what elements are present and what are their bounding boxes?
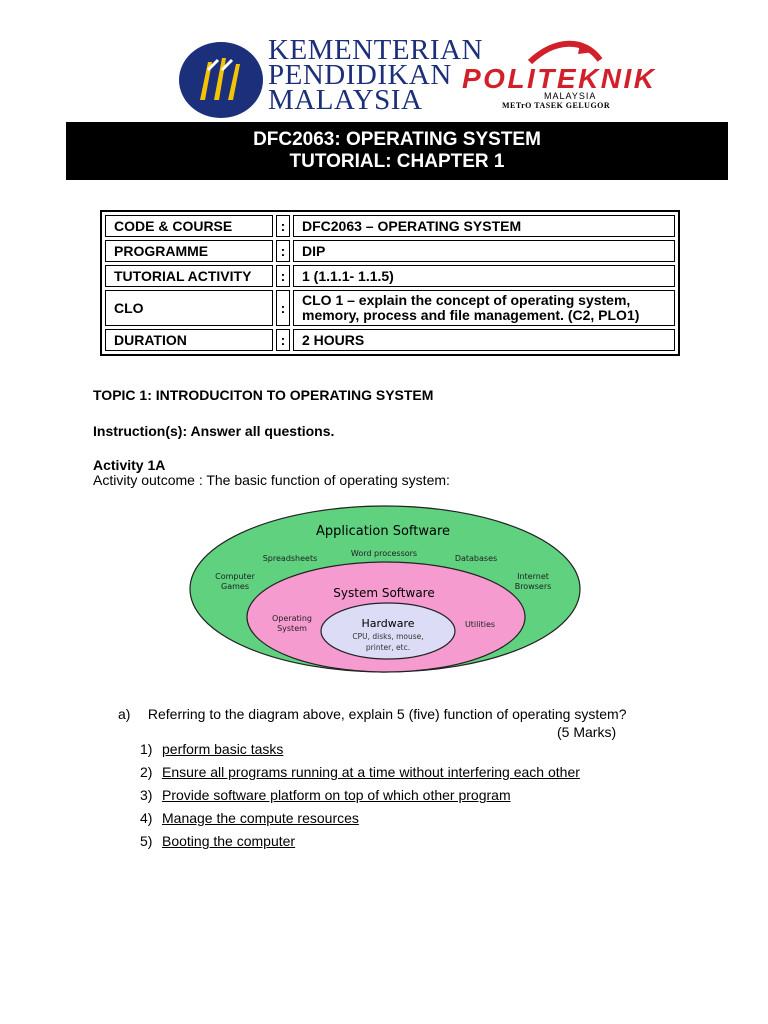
answer-text: Manage the compute resources <box>162 810 359 826</box>
answer-number: 1) <box>140 741 153 757</box>
info-label: PROGRAMME <box>105 240 273 262</box>
question-marks: (5 Marks) <box>557 724 617 740</box>
list-item <box>140 833 580 856</box>
ministry-line-3: MALAYSIA <box>268 84 423 116</box>
info-label: TUTORIAL ACTIVITY <box>105 265 273 287</box>
outer-item: Databases <box>454 554 498 563</box>
ministry-line-1: KEMENTERIAN <box>268 34 483 66</box>
middle-title: System Software <box>333 586 435 600</box>
document-title: DFC2063: OPERATING SYSTEM <box>253 129 541 150</box>
title-bar <box>66 122 728 180</box>
outer-item: Spreadsheets <box>262 554 318 563</box>
instructions: Instruction(s): Answer all questions. <box>93 423 335 439</box>
middle-item: Utilities <box>464 620 496 629</box>
svg-text:MALAYSIA: MALAYSIA <box>544 91 597 101</box>
info-value: 1 (1.1.1- 1.1.5) <box>293 265 675 287</box>
info-label: CODE & COURSE <box>105 215 273 237</box>
inner-title: Hardware <box>361 617 415 630</box>
middle-item: Operating <box>272 614 312 623</box>
activity-outcome: Activity outcome : The basic function of operating system: <box>93 472 450 488</box>
answer-number: 4) <box>140 810 153 826</box>
list-item <box>140 787 580 810</box>
table-row <box>105 240 675 262</box>
outer-item: Computer <box>215 572 255 581</box>
inner-item: printer, etc. <box>365 643 411 652</box>
svg-text:POLITEKNIK: POLITEKNIK <box>462 63 654 94</box>
answer-text: Provide software platform on top of which other program <box>162 787 511 803</box>
question-letter: a) <box>118 706 131 722</box>
outer-item: Browsers <box>514 582 552 591</box>
answer-text: perform basic tasks <box>162 741 284 757</box>
topic-heading: TOPIC 1: INTRODUCITON TO OPERATING SYSTEM <box>93 387 434 403</box>
info-value: DIP <box>293 240 675 262</box>
ministry-name <box>268 34 483 116</box>
list-item <box>140 764 580 787</box>
table-row <box>105 265 675 287</box>
table-row <box>105 329 675 351</box>
info-value: CLO 1 – explain the concept of operating system, memory, process and file management. (C2, PLO1) <box>293 290 675 326</box>
header-logos <box>0 0 768 120</box>
info-value: 2 HOURS <box>293 329 675 351</box>
table-row <box>105 290 675 326</box>
activity-title: Activity 1A <box>93 457 166 473</box>
info-colon: : <box>276 290 290 326</box>
document-subtitle: TUTORIAL: CHAPTER 1 <box>289 151 505 172</box>
answer-text: Booting the computer <box>162 833 296 849</box>
info-colon: : <box>276 265 290 287</box>
outer-item: Word processors <box>350 549 418 558</box>
info-colon: : <box>276 215 290 237</box>
svg-text:METrO TASEK GELUGOR: METrO TASEK GELUGOR <box>502 101 611 110</box>
politeknik-logo-icon <box>460 40 660 110</box>
inner-item: CPU, disks, mouse, <box>352 632 424 641</box>
question-text: Referring to the diagram above, explain 5 (five) function of operating system? <box>147 706 627 722</box>
question-a <box>118 706 626 722</box>
answer-list <box>140 741 580 856</box>
ministry-emblem-icon <box>178 40 264 120</box>
software-layers-diagram <box>188 505 583 675</box>
outer-item: Internet <box>517 572 549 581</box>
outer-title: Application Software <box>315 524 451 539</box>
list-item <box>140 741 580 764</box>
info-colon: : <box>276 329 290 351</box>
table-row <box>105 215 675 237</box>
info-label: CLO <box>105 290 273 326</box>
answer-number: 3) <box>140 787 153 803</box>
info-value: DFC2063 – OPERATING SYSTEM <box>293 215 675 237</box>
answer-number: 5) <box>140 833 153 849</box>
info-label: DURATION <box>105 329 273 351</box>
answer-text: Ensure all programs running at a time without interfering each other <box>162 764 580 780</box>
answer-number: 2) <box>140 764 153 780</box>
outer-item: Games <box>221 582 249 591</box>
list-item <box>140 810 580 833</box>
info-colon: : <box>276 240 290 262</box>
middle-item: System <box>277 624 307 633</box>
ministry-line-2: PENDIDIKAN <box>268 59 452 91</box>
course-info-table <box>100 210 680 356</box>
